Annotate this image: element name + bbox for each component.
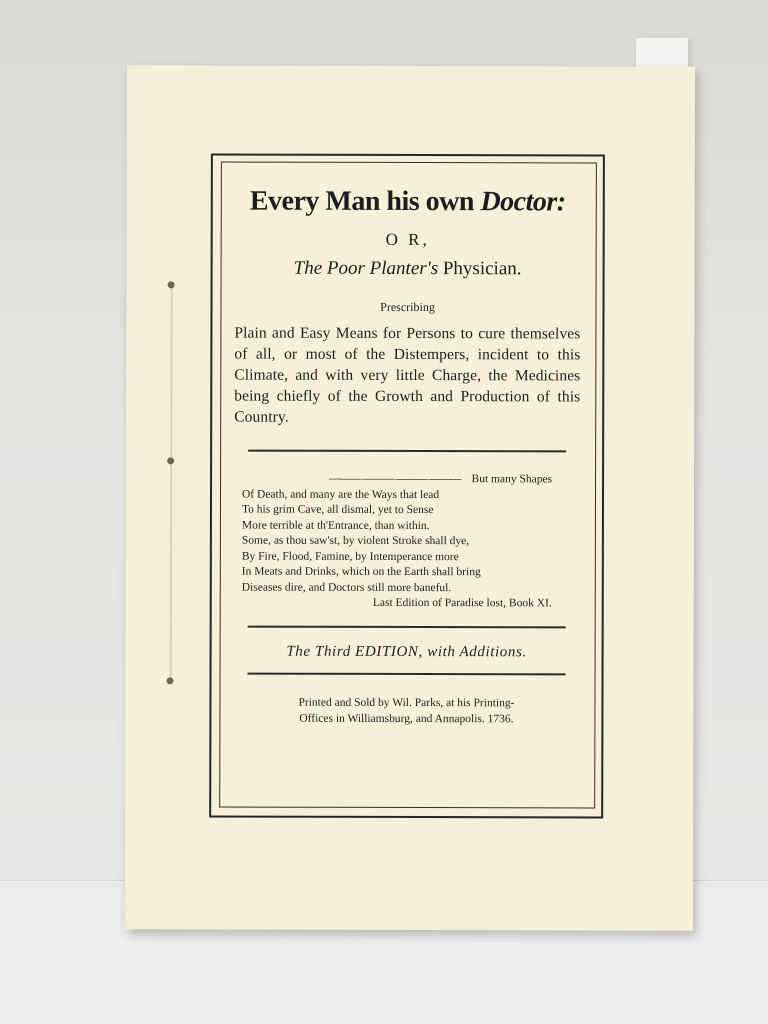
- subtitle: [235, 258, 581, 281]
- imprint: [233, 694, 579, 727]
- pamphlet-cover: [125, 65, 695, 930]
- or-line: O R,: [385, 229, 430, 250]
- title-italic: Doctor:: [480, 186, 566, 218]
- edition-statement: The Third EDITION, with Additions.: [286, 643, 527, 660]
- prescribing-label: Prescribing: [380, 299, 435, 315]
- stitch-hole: [167, 457, 174, 464]
- epigraph-line: But many Shapes: [471, 473, 553, 486]
- description-paragraph: Plain and Easy Means for Persons to cure themselves of all, or most of the Distempers, incident to this Climate, and with very little Charge, the Medicines being chiefly of the Growth and Production of this Country.: [234, 324, 581, 426]
- imprint-line: Offices in Williamsburg, and Annapolis. 1736.: [299, 712, 514, 725]
- epigraph-first-line: [242, 472, 552, 488]
- divider: [248, 672, 566, 675]
- epigraph-line: Of Death, and many are the Ways that lead: [241, 488, 440, 501]
- stitch-hole: [167, 677, 174, 684]
- epigraph-dashes: ——— ——— ——— ———: [329, 472, 461, 486]
- epigraph-line: More terrible at th'Entrance, than within.: [241, 519, 430, 532]
- binding-stitch: [170, 287, 173, 683]
- epigraph-citation: Last Edition of Paradise lost, Book XI.: [372, 596, 552, 610]
- epigraph-line: Some, as thou saw'st, by violent Stroke shall dye,: [241, 534, 470, 548]
- stitch-hole: [168, 281, 175, 288]
- divider: [248, 625, 566, 628]
- subtitle-plain: Physician.: [442, 258, 522, 280]
- page-title: [235, 184, 581, 221]
- divider: [248, 450, 566, 453]
- epigraph-line: By Fire, Flood, Famine, by Intemperance more: [241, 550, 459, 563]
- title-plain: Every Man his own: [249, 185, 475, 218]
- imprint-line: Printed and Sold by Wil. Parks, at his Printing-: [298, 696, 515, 709]
- epigraph-line: To his grim Cave, all dismal, yet to Sense: [241, 503, 434, 517]
- epigraph-line: Diseases dire, and Doctors still more baneful.: [241, 581, 452, 594]
- title-page: [233, 184, 580, 727]
- epigraph-line: In Meats and Drinks, which on the Earth shall bring: [241, 565, 481, 579]
- subtitle-italic: The Poor Planter's: [293, 257, 439, 280]
- epigraph: [234, 472, 552, 612]
